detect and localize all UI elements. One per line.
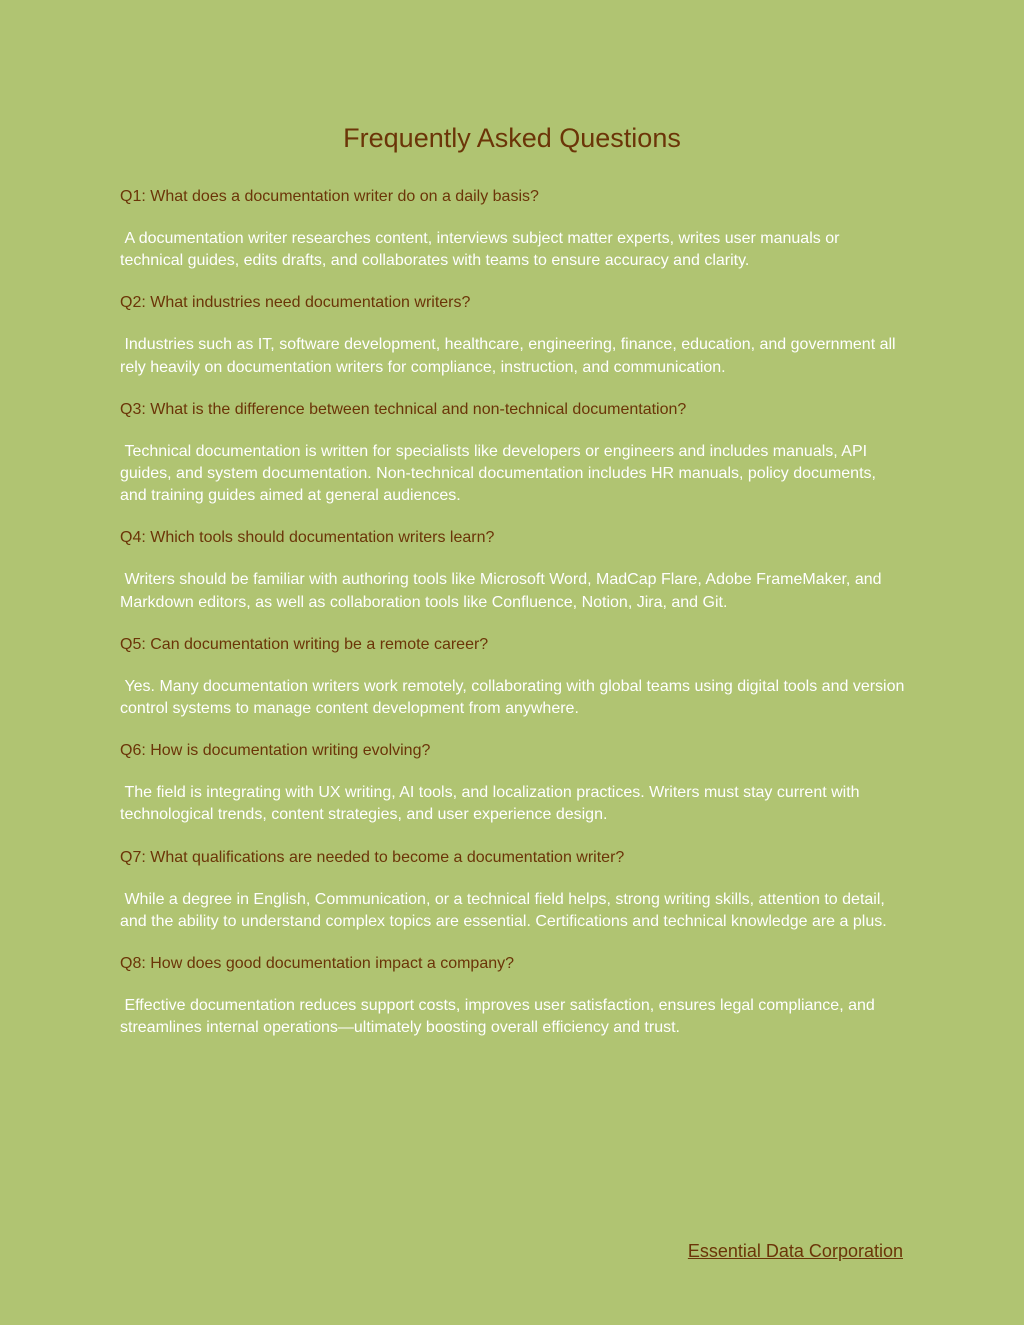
faq-item-4 [120, 527, 906, 613]
faq-question: Q8: How does good documentation impact a company? [120, 955, 515, 973]
faq-answer: The field is integrating with UX writing, AI tools, and localization practices. Writers must stay current with technological trends, content strategies, and user experience design. [120, 784, 865, 824]
faq-answer: Effective documentation reduces support costs, improves user satisfaction, ensures legal compliance, and streamlines internal operations—ultimately boosting overall efficiency and trust. [120, 997, 880, 1037]
page-title: Frequently Asked Questions [343, 123, 681, 153]
faq-item-7 [120, 847, 906, 933]
faq-question: Q5: Can documentation writing be a remote career? [120, 635, 489, 653]
faq-item-2 [120, 292, 906, 378]
faq-question: Q2: What industries need documentation writers? [120, 294, 471, 312]
faq-question: Q6: How is documentation writing evolving? [120, 742, 431, 760]
faq-answer: Technical documentation is written for specialists like developers or engineers and includes manuals, API guides, and system documentation. Non-technical documentation includes HR manuals, policy documents, and training guides aimed at general audiences. [120, 442, 881, 505]
faq-answer: Industries such as IT, software development, healthcare, engineering, finance, education, and government all rely heavily on documentation writers for compliance, instruction, and communication. [120, 336, 901, 376]
faq-answer: Yes. Many documentation writers work remotely, collaborating with global teams using digital tools and version control systems to manage content development from anywhere. [120, 677, 909, 718]
faq-item-3 [120, 399, 906, 508]
faq-item-5 [120, 634, 909, 720]
faq-answer: Writers should be familiar with authoring tools like Microsoft Word, MadCap Flare, Adobe FrameMaker, and Markdown editors, as well as collaboration tools like Confluence, Notion, Jira, and Git. [120, 571, 886, 611]
faq-answer: A documentation writer researches content, interviews subject matter experts, writes user manuals or technical guides, edits drafts, and collaborates with teams to ensure accuracy and clarity. [120, 230, 844, 270]
faq-item-1 [120, 186, 906, 272]
faq-answer: While a degree in English, Communication, or a technical field helps, strong writing skills, attention to detail, and the ability to understand complex topics are essential. Certifications and technical knowledge are a plus. [120, 890, 890, 930]
faq-question: Q1: What does a documentation writer do on a daily basis? [120, 188, 539, 205]
faq-item-6 [120, 740, 906, 826]
company-link[interactable]: Essential Data Corporation [687, 1241, 903, 1261]
faq-list [120, 186, 909, 1059]
faq-question: Q4: Which tools should documentation writers learn? [120, 529, 495, 547]
faq-question: Q3: What is the difference between technical and non-technical documentation? [120, 400, 687, 418]
faq-question: Q7: What qualifications are needed to become a documentation writer? [120, 848, 625, 866]
faq-item-8 [120, 953, 906, 1039]
